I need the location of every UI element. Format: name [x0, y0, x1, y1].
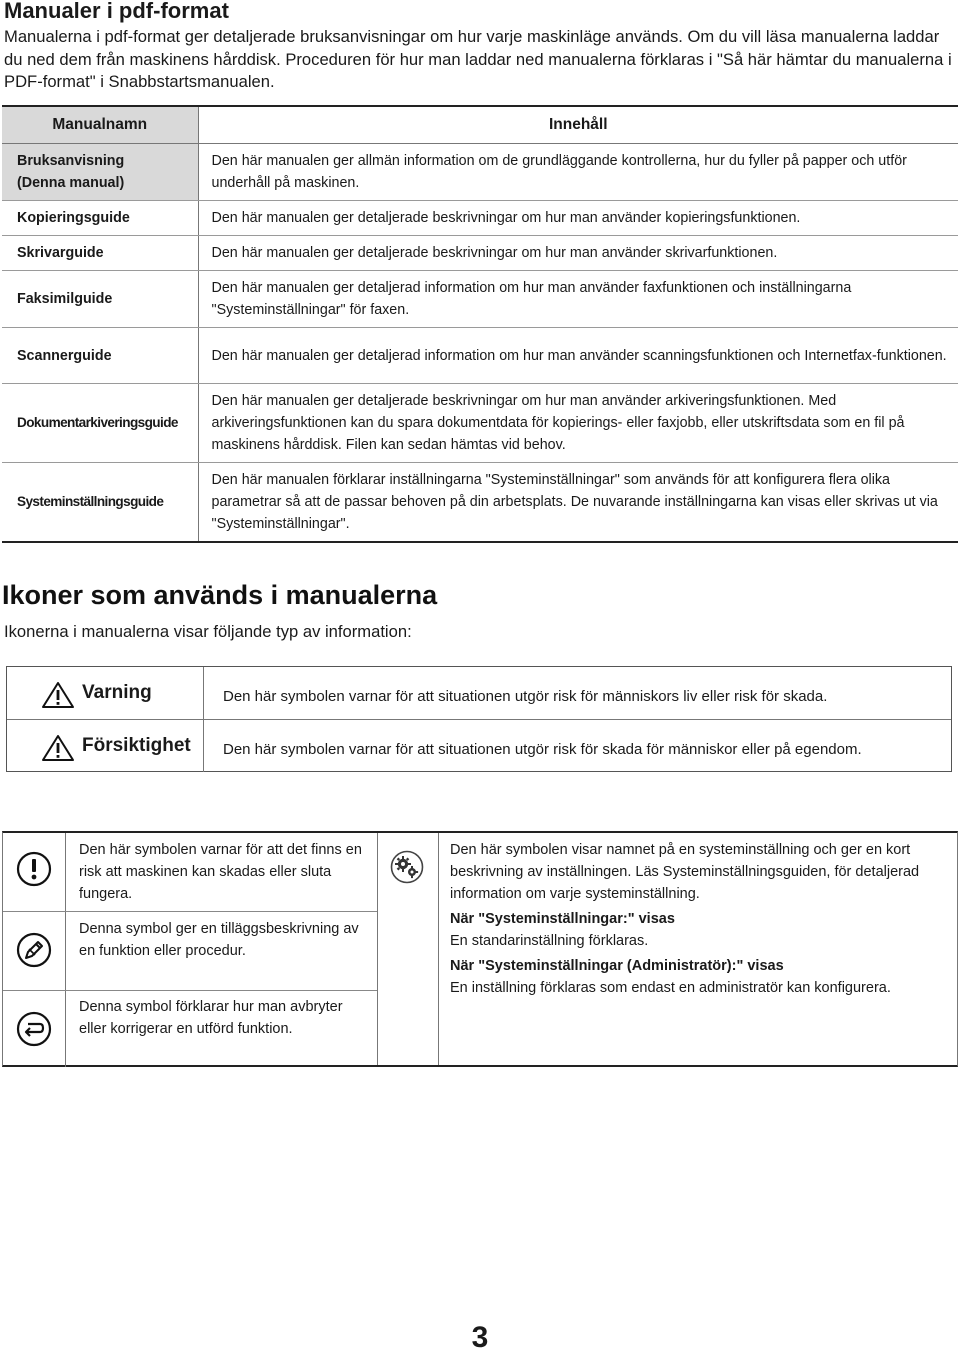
manual-content: Den här manualen ger allmän information om de grundläggande kontrollerna, hur du fyller på papper och utför underhåll på maskinen. — [198, 144, 958, 201]
manual-content: Den här manualen ger detaljerade beskrivningar om hur man använder kopieringsfunktionen. — [198, 201, 958, 236]
warning-label: Varning — [82, 682, 152, 703]
column-header-manual-name: Manualnamn — [2, 106, 198, 144]
symbol-icon-cell — [3, 912, 66, 990]
section-intro-pdf-manuals: Manualerna i pdf-format ger detaljerade bruksanvisningar om hur varje maskinläge används. Om du vill läsa manualerna laddar du ned dem från maskinens hårddisk. Proceduren för hur man laddar ned manualerna förklaras i "Så här hämtar du manualerna i PDF-format" i Snabbstartsmanualen. — [4, 27, 952, 91]
caution-description: Den här symbolen varnar för att situationen utgör risk för skada för människor eller på egendom. — [223, 741, 862, 758]
manual-content: Den här manualen ger detaljerade beskrivningar om hur man använder skrivarfunktionen. — [198, 236, 958, 271]
manual-content: Den här manualen ger detaljerad information om hur man använder scanningsfunktionen och Internetfax-funktionen. — [198, 328, 958, 384]
table-row — [2, 236, 958, 271]
warning-symbols-box — [6, 666, 952, 772]
system-settings-case2-text: En inställning förklaras som endast en administratör kan konfigurera. — [450, 980, 891, 996]
table-row — [2, 271, 958, 328]
manual-content: Den här manualen ger detaljerade beskrivningar om hur man använder arkiveringsfunktionen. Med arkiveringsfunktionen kan du spara dokumentdata för kopierings- eller faxjobb, eller utskriftsdata som en fil på maskinens hårddisk. Filen kan sedan hämtas vid behov. — [198, 384, 958, 463]
manual-content: Den här manualen ger detaljerad information om hur man använder faxfunktionen och inställningarna "Systeminställningar" för faxen. — [198, 271, 958, 328]
symbol-description: Den här symbolen varnar för att det finns en risk att maskinen kan skadas eller sluta fungera. — [79, 842, 362, 902]
manual-content: Den här manualen förklarar inställningarna "Systeminställningar" som används för att konfigurera flera olika parametrar så att de passar behoven på din arbetsplats. De nuvarande inställningarna kan visas eller skrivas ut via "Systeminställningar". — [211, 472, 938, 532]
info-symbols-box — [2, 831, 958, 1067]
table-row — [2, 144, 958, 201]
page-number: 3 — [471, 1321, 489, 1354]
warning-row — [7, 667, 951, 720]
manual-name: Faksimilguide — [2, 271, 198, 328]
symbol-icon-cell — [378, 833, 439, 1065]
system-settings-case2-heading: När "Systeminställningar (Administratör):" visas — [450, 958, 784, 974]
caution-row-header — [7, 720, 204, 772]
manual-name: Scannerguide — [2, 328, 198, 384]
caution-label: Försiktighet — [82, 735, 191, 756]
warning-description: Den här symbolen varnar för att situationen utgör risk för människors liv eller risk för skada. — [223, 688, 828, 705]
table-row — [2, 384, 958, 463]
table-row — [2, 201, 958, 236]
symbol-icon-cell — [3, 833, 66, 911]
section-title-icons: Ikoner som används i manualerna — [2, 580, 438, 610]
manual-name: Systeminställningsguide — [2, 463, 198, 543]
symbol-icon-cell — [3, 991, 66, 1067]
section-title-pdf-manuals: Manualer i pdf-format — [4, 0, 229, 23]
column-header-content: Innehåll — [198, 106, 958, 144]
table-row — [2, 328, 958, 384]
manual-name: Skrivarguide — [2, 236, 198, 271]
section-intro-icons: Ikonerna i manualerna visar följande typ av information: — [4, 622, 412, 641]
symbol-description: Denna symbol ger en tilläggsbeskrivning av en funktion eller procedur. — [79, 921, 359, 959]
manual-name: Bruksanvisning (Denna manual) — [2, 144, 198, 201]
manual-name: Kopieringsguide — [2, 201, 198, 236]
system-settings-case1-heading: När "Systeminställningar:" visas — [450, 911, 675, 927]
warning-row-header — [7, 667, 204, 719]
manual-name: Dokumentarkiveringsguide — [2, 384, 198, 463]
system-settings-description: Den här symbolen visar namnet på en systeminställning och ger en kort beskrivning av inställningen. Läs Systeminställningsguiden, för detaljerad information om varje systeminställning. — [450, 842, 920, 902]
table-row — [2, 463, 958, 543]
caution-row — [7, 720, 951, 772]
manual-table-header-row — [2, 106, 958, 144]
manual-table — [2, 105, 958, 543]
system-settings-case1-text: En standarinställning förklaras. — [450, 933, 649, 949]
symbol-description: Denna symbol förklarar hur man avbryter eller korrigerar en utförd funktion. — [79, 999, 343, 1037]
